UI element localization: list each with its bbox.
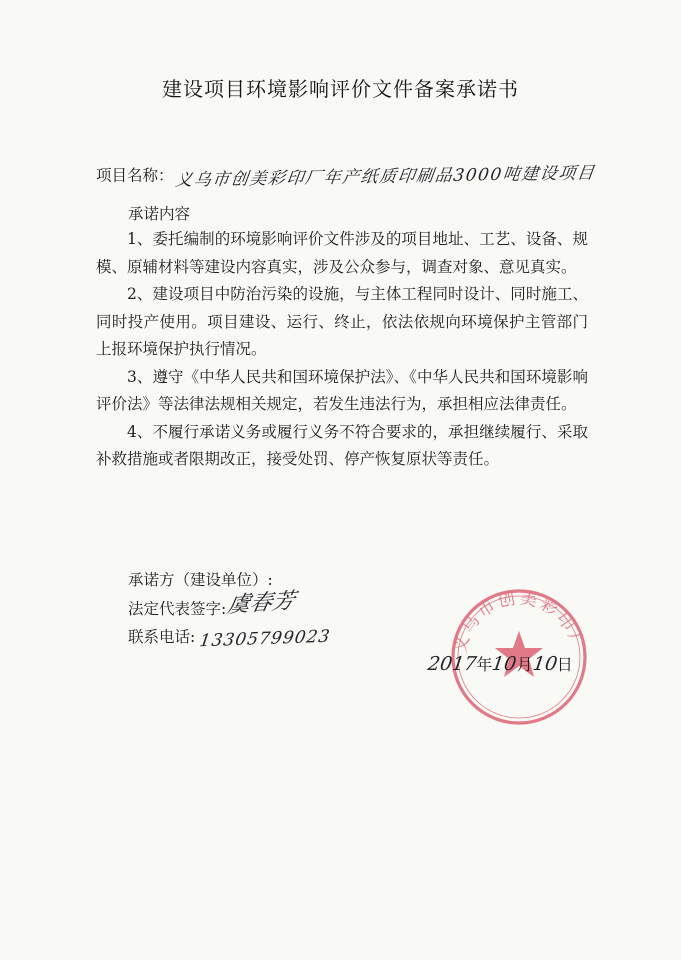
legal-rep-label: 法定代表签字: bbox=[128, 600, 227, 618]
phone-row bbox=[128, 623, 330, 651]
legal-rep-row bbox=[128, 588, 330, 623]
phone-label: 联系电话: bbox=[128, 628, 196, 646]
legal-rep-signature: 虞春芳 bbox=[225, 588, 298, 619]
commitment-item-1: 1、委托编制的环境影响评价文件涉及的项目地址、工艺、设备、规模、原辅材料等建设内容真实，涉及公众参与，调查对象、意见真实。 bbox=[96, 230, 588, 276]
commitment-item-2: 2、建设项目中防治污染的设施，与主体工程同时设计、同时施工、同时投产使用。项目建设、运行、终止，依法依规向环境保护主管部门上报环境保护执行情况。 bbox=[96, 285, 588, 358]
page-title: 建设项目环境影响评价文件备案承诺书 bbox=[162, 77, 519, 101]
seal-text-path: 义乌市创美彩印厂 bbox=[450, 588, 588, 655]
date-day-unit: 日 bbox=[556, 655, 573, 674]
date-year-unit: 年 bbox=[476, 655, 493, 674]
date-line bbox=[428, 652, 573, 675]
date-month: 10 bbox=[490, 653, 519, 675]
project-name-value: 义乌市创美彩印厂年产纸质印刷品3000吨建设项目 bbox=[173, 163, 597, 191]
commitment-heading: 承诺内容 bbox=[128, 205, 191, 223]
date-month-unit: 月 bbox=[516, 655, 533, 674]
commitment-item-4: 4、不履行承诺义务或履行义务不符合要求的，承担继续履行、采取补救措施或者限期改正，接受处罚、停产恢复原状等责任。 bbox=[96, 422, 588, 468]
project-name-label: 项目名称： bbox=[96, 166, 174, 185]
date-year: 2017 bbox=[426, 653, 478, 675]
commitment-body bbox=[96, 226, 588, 474]
phone-number: 13305799023 bbox=[198, 626, 332, 652]
project-name-line bbox=[96, 162, 597, 191]
signature-block bbox=[128, 566, 330, 651]
date-day: 10 bbox=[531, 653, 559, 675]
commitment-item-3: 3、遵守《中华人民共和国环境保护法》、《中华人民共和国环境影响评价法》等法律法规相关规定，若发生违法行为，承担相应法律责任。 bbox=[96, 367, 588, 413]
commitment-party-row bbox=[128, 566, 330, 594]
commitment-party-label: 承诺方（建设单位）: bbox=[128, 571, 273, 589]
